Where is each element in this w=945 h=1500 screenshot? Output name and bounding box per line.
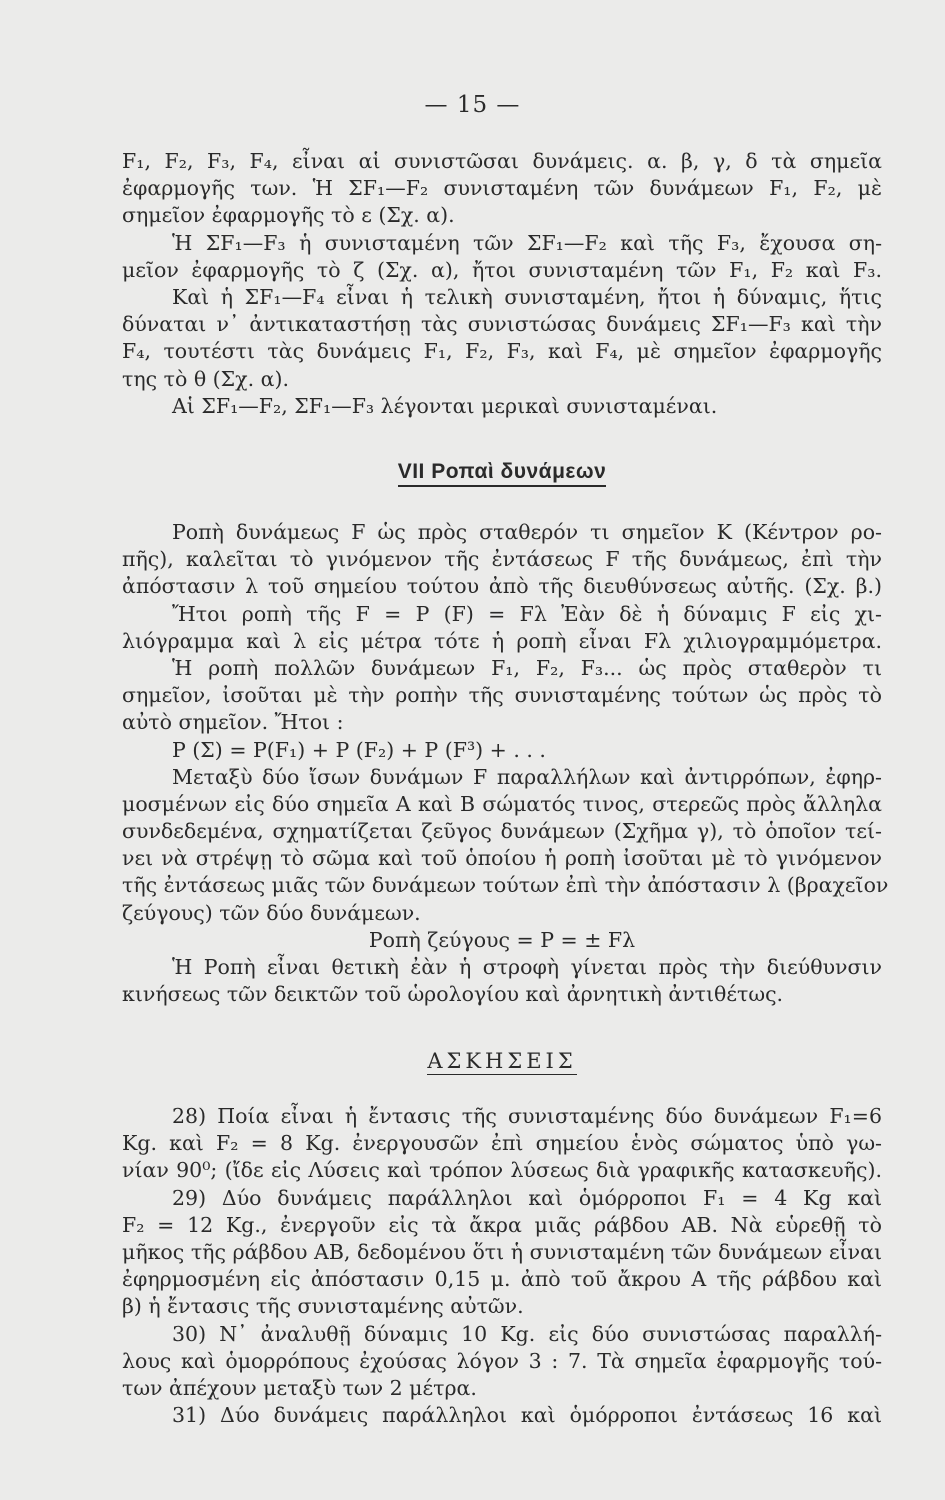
text-line: δύναται ν᾽ ἀντικαταστήσῃ τὰς συνιστώσας δυνάμεις ΣF₁—F₃ καὶ τὴν — [122, 312, 882, 337]
exercise-line: F₂ = 12 Kg., ἐνεργοῦν εἰς τὰ ἄκρα μιᾶς ράβδου ΑΒ. Νὰ εὑρεθῇ τὸ — [122, 1212, 882, 1237]
formula-line: Ροπὴ ζεύγους = P = ± Fλ — [368, 927, 636, 952]
text-line: κινήσεως τῶν δεικτῶν τοῦ ὡρολογίου καὶ ἀρνητικὴ ἀντιθέτως. — [122, 982, 784, 1007]
exercises-heading — [122, 1048, 882, 1075]
exercise-line: 31) Δύο δυνάμεις παράλληλοι καὶ ὁμόρροποι ἐντάσεως 16 καὶ — [172, 1403, 882, 1428]
text-line: Αἱ ΣF₁—F₂, ΣF₁—F₃ λέγονται μερικαὶ συνισταμέναι. — [172, 393, 718, 418]
text-line: λιόγραμμα καὶ λ εἰς μέτρα τότε ἡ ροπὴ εἶναι Fλ χιλιογραμμόμετρα. — [122, 628, 882, 653]
text-line: σημεῖον, ἰσοῦται μὲ τὴν ροπὴν τῆς συνισταμένης τούτων ὡς πρὸς τὸ — [122, 683, 882, 708]
text-line: της τὸ θ (Σχ. α). — [122, 366, 289, 391]
text-line: F₄, τουτέστι τὰς δυνάμεις F₁, F₂, F₃, καὶ F₄, μὲ σημεῖον ἐφαρμογῆς — [122, 339, 882, 364]
text-line: μεῖον ἐφαρμογῆς τὸ ζ (Σχ. α), ἤτοι συνισταμένη τῶν F₁, F₂ καὶ F₃. — [122, 257, 882, 282]
exercise-line: Kg. καὶ F₂ = 8 Kg. ἐνεργουσῶν ἐπὶ σημείου ἑνὸς σώματος ὑπὸ γω- — [122, 1131, 882, 1156]
text-line: σημεῖον ἐφαρμογῆς τὸ ε (Σχ. α). — [122, 203, 455, 228]
paragraph-resultants — [122, 148, 882, 420]
exercises-list — [122, 1103, 882, 1429]
formula-line: P (Σ) = P(F₁) + P (F₂) + P (F³) + . . . — [172, 737, 546, 762]
exercises-title: ΑΣΚΗΣΕΙΣ — [427, 1049, 577, 1073]
exercise-line: 30) Ν᾽ ἀναλυθῇ δύναμις 10 Kg. εἰς δύο συνιστώσας παραλλή- — [172, 1321, 882, 1346]
text-line: αὐτὸ σημεῖον. Ἤτοι : — [122, 710, 344, 735]
text-line: νει νὰ στρέψῃ τὸ σῶμα καὶ τοῦ ὁποίου ἡ ροπὴ ἰσοῦται μὲ τὸ γινόμενον — [122, 846, 882, 871]
text-line: Ἡ ροπὴ πολλῶν δυνάμεων F₁, F₂, F₃... ὡς πρὸς σταθερὸν τι — [172, 655, 882, 680]
text-line: πῆς), καλεῖται τὸ γινόμενον τῆς ἐντάσεως F τῆς δυνάμεως, ἐπὶ τὴν — [122, 547, 882, 572]
section-title: VII Ροπαὶ δυνάμεων — [398, 460, 607, 487]
text-line: τῆς ἐντάσεως μιᾶς τῶν δυνάμεων τούτων ἐπὶ τὴν ἀπόστασιν λ (βραχεῖον — [122, 873, 889, 898]
text-line: Ἤτοι ροπὴ τῆς F = P (F) = Fλ Ἐὰν δὲ ἡ δύναμις F εἰς χι- — [172, 601, 882, 626]
text-line: Μεταξὺ δύο ἴσων δυνάμων F παραλλήλων καὶ ἀντιρρόπων, ἐφηρ- — [172, 764, 882, 789]
exercise-line: νίαν 90⁰; (ἴδε εἰς Λύσεις καὶ τρόπον λύσεως διὰ γραφικῆς κατασκευῆς). — [122, 1158, 882, 1183]
exercise-line: των ἀπέχουν μεταξὺ των 2 μέτρα. — [122, 1375, 477, 1400]
text-line: ἀπόστασιν λ τοῦ σημείου τούτου ἀπὸ τῆς διευθύνσεως αὐτῆς. (Σχ. β.) — [122, 574, 882, 599]
text-line: Ἡ Ροπὴ εἶναι θετικὴ ἐὰν ἡ στροφὴ γίνεται πρὸς τὴν διεύθυνσιν — [172, 955, 882, 979]
text-line: συνδεδεμένα, σχηματίζεται ζεῦγος δυνάμεων (Σχῆμα γ), τὸ ὁποῖον τεί- — [122, 819, 882, 844]
exercise-line: β) ἡ ἔντασις τῆς συνισταμένης αὐτῶν. — [122, 1294, 524, 1319]
exercise-line: λους καὶ ὁμορρόπους ἐχούσας λόγον 3 : 7. Τὰ σημεῖα ἐφαρμογῆς τού- — [122, 1348, 882, 1373]
exercise-line: 28) Ποία εἶναι ἡ ἔντασις τῆς συνισταμένης δύο δυνάμεων F₁=6 — [172, 1104, 882, 1128]
text-line: Ροπὴ δυνάμεως F ὡς πρὸς σταθερόν τι σημεῖον Κ (Κέντρον ρο- — [172, 520, 882, 544]
text-line: F₁, F₂, F₃, F₄, εἶναι αἱ συνιστῶσαι δυνάμεις. α. β, γ, δ τὰ σημεῖα — [122, 149, 882, 173]
text-line: ζεύγους) τῶν δύο δυνάμεων. — [122, 900, 421, 925]
text-line: μοσμένων εἰς δύο σημεῖα Α καὶ Β σώματός τινος, στερεῶς πρὸς ἄλληλα — [122, 791, 882, 816]
exercise-line: 29) Δύο δυνάμεις παράλληλοι καὶ ὁμόρροποι F₁ = 4 Kg καὶ — [172, 1185, 882, 1210]
paragraph-moments — [122, 519, 889, 1008]
exercise-line: ἐφηρμοσμένη εἰς ἀπόστασιν 0,15 μ. ἀπὸ τοῦ ἄκρου Α τῆς ράβδου καὶ — [122, 1267, 882, 1292]
section-heading — [122, 458, 882, 485]
text-line: Ἡ ΣF₁—F₃ ἡ συνισταμένη τῶν ΣF₁—F₂ καὶ τῆς F₃, ἔχουσα ση- — [172, 230, 882, 255]
exercise-line: μῆκος τῆς ράβδου ΑΒ, δεδομένου ὅτι ἡ συνισταμένη τῶν δυνάμεων εἶναι — [122, 1239, 882, 1264]
text-line: ἐφαρμογῆς των. Ἡ ΣF₁—F₂ συνισταμένη τῶν δυνάμεων F₁, F₂, μὲ — [122, 176, 882, 201]
text-line: Καὶ ἡ ΣF₁—F₄ εἶναι ἡ τελικὴ συνισταμένη, ἤτοι ἡ δύναμις, ἥτις — [172, 284, 882, 309]
page-number: — 15 — — [424, 92, 521, 118]
